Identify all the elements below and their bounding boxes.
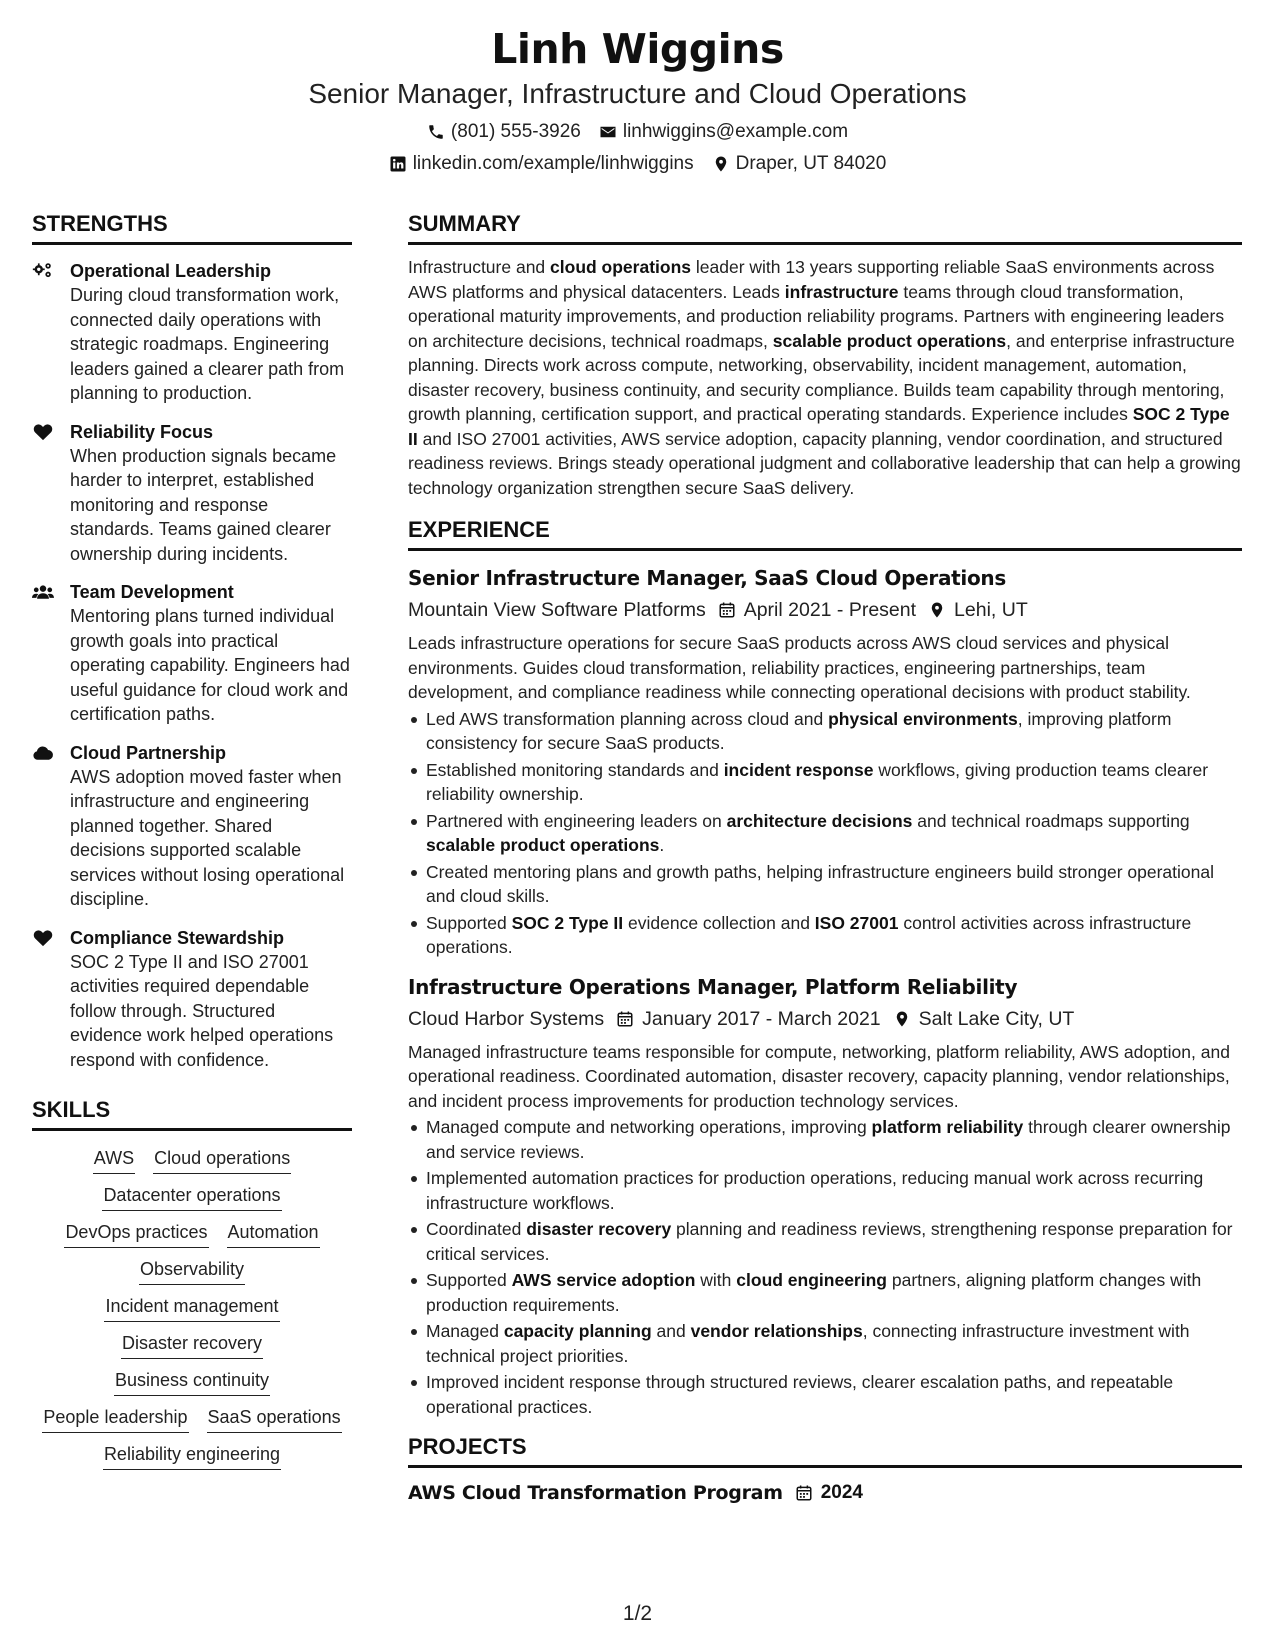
map-pin-icon <box>712 155 730 173</box>
job-meta <box>408 595 1242 625</box>
text-segment: Created mentoring plans and growth paths, helping infrastructure engineers build stronger operational and cloud skills. <box>426 861 1214 906</box>
summary-heading: SUMMARY <box>408 210 1242 245</box>
linkedin-text: linkedin.com/example/linhwiggins <box>412 153 694 174</box>
text-segment: Led AWS transformation planning across cloud and <box>426 708 829 729</box>
linkedin-contact[interactable] <box>389 148 694 180</box>
strength-title: Reliability Focus <box>70 421 214 442</box>
strength-item <box>32 420 352 567</box>
location-text: Draper, UT 84020 <box>735 153 887 174</box>
strength-item <box>32 741 352 912</box>
strength-item <box>32 259 352 406</box>
strength-title: Compliance Stewardship <box>70 927 285 948</box>
text-segment: Managed compute and networking operations, improving <box>426 1117 872 1137</box>
bullet-item <box>408 911 1242 960</box>
job-bullets <box>408 1115 1242 1419</box>
bullet-item <box>408 1268 1242 1317</box>
job-entry <box>408 563 1242 960</box>
text-segment: Established monitoring standards and <box>426 759 724 780</box>
text-segment: evidence collection and <box>623 912 815 933</box>
envelope-icon <box>599 123 617 141</box>
skill-tag: Business continuity <box>114 1367 270 1396</box>
skill-tag: AWS <box>93 1145 135 1174</box>
email-text: linhwiggins@example.com <box>622 121 849 142</box>
calendar-icon <box>795 1484 813 1502</box>
bold-keyword: platform reliability <box>871 1117 1024 1137</box>
text-segment: workflows, giving production teams clearer reliability ownership. <box>426 759 1209 804</box>
strength-item <box>32 580 352 727</box>
gears-icon <box>32 259 70 406</box>
text-segment: Improved incident response through structured reviews, clearer escalation paths, and repeatable operational practices. <box>426 1372 1174 1417</box>
text-segment: . <box>659 835 665 855</box>
bullet-item <box>408 1166 1242 1215</box>
strength-title: Operational Leadership <box>70 261 272 281</box>
bold-keyword: scalable product operations <box>426 835 660 855</box>
text-segment: control activities across infrastructure operations. <box>426 912 1192 957</box>
text-segment: Supported <box>426 1270 512 1290</box>
heart-icon <box>32 926 70 1073</box>
strength-text: During cloud transformation work, connected daily operations with strategic roadmaps. Engineering leaders gained a clearer path from planning to production. <box>70 285 345 403</box>
phone-icon <box>427 123 445 141</box>
bullet-item <box>408 758 1242 807</box>
users-icon <box>32 580 70 727</box>
bullet-item <box>408 1370 1242 1419</box>
text-segment: Implemented automation practices for production operations, reducing manual work across recurring infrastructure workflows. <box>426 1168 1204 1213</box>
strength-text: When production signals became harder to interpret, established monitoring and response standards. Teams gained clearer ownership during incidents. <box>70 445 337 564</box>
job-title: Senior Infrastructure Manager, SaaS Cloud Operations <box>408 566 1006 590</box>
bold-keyword: cloud engineering <box>736 1270 887 1290</box>
bold-keyword: vendor relationships <box>690 1321 863 1341</box>
map-pin-icon <box>893 1010 911 1028</box>
map-pin-icon <box>928 601 946 619</box>
skill-tag: DevOps practices <box>64 1219 208 1248</box>
skill-tag: People leadership <box>42 1404 188 1433</box>
strength-text: SOC 2 Type II and ISO 27001 activities required dependable follow through. Structured evidence work helped operations respond with confidence. <box>70 951 334 1070</box>
text-segment: and technical roadmaps supporting <box>912 810 1190 831</box>
skill-tag: Datacenter operations <box>102 1182 281 1211</box>
job-bullets <box>408 707 1242 960</box>
heart-icon <box>32 420 70 567</box>
job-entry <box>408 972 1242 1420</box>
phone-contact[interactable] <box>427 116 581 148</box>
text-segment: Supported <box>426 912 512 933</box>
calendar-icon <box>718 601 736 619</box>
strength-text: AWS adoption moved faster when infrastructure and engineering planned together. Shared decisions supported scalable services without losing operational discipline. <box>70 766 345 909</box>
summary-text <box>408 255 1242 500</box>
strength-title: Cloud Partnership <box>70 742 227 763</box>
text-segment: Infrastructure and <box>408 257 551 277</box>
skills-heading: SKILLS <box>32 1096 352 1131</box>
text-segment: Managed <box>426 1321 504 1341</box>
bullet-item <box>408 1319 1242 1368</box>
text-segment: leader with 13 years supporting reliable SaaS environments across AWS platforms and physical datacenters. Leads <box>408 257 1215 302</box>
email-contact[interactable] <box>599 116 848 148</box>
strength-title: Team Development <box>70 582 234 602</box>
bold-keyword: cloud operations <box>550 257 692 277</box>
text-segment: and <box>651 1321 691 1341</box>
company-name: Cloud Harbor Systems <box>408 1007 605 1030</box>
job-description: Leads infrastructure operations for secure SaaS products across AWS cloud services and physical environments. Guides cloud transformation, reliability practices, engineering partnerships, team development, and compliance readiness while connecting operational decisions with product stability. <box>408 633 1191 702</box>
candidate-name: Linh Wiggins <box>491 25 784 73</box>
job-meta <box>408 1004 1242 1034</box>
skill-tag: Incident management <box>104 1293 279 1322</box>
text-segment: Coordinated <box>426 1219 527 1239</box>
bold-keyword: ISO 27001 <box>814 912 899 933</box>
bullet-item <box>408 707 1242 756</box>
bold-keyword: SOC 2 Type II <box>408 404 1230 449</box>
job-title: Infrastructure Operations Manager, Platform Reliability <box>408 974 1018 999</box>
location-contact <box>712 148 887 180</box>
job-location: Lehi, UT <box>954 599 1028 621</box>
strengths-heading: STRENGTHS <box>32 210 352 245</box>
skill-tag: SaaS operations <box>207 1404 342 1433</box>
skill-tag: Disaster recovery <box>121 1330 263 1359</box>
right-column <box>408 210 1242 1508</box>
project-entry <box>408 1478 1242 1508</box>
job-description: Managed infrastructure teams responsible for compute, networking, platform reliability, AWS adoption, and operational readiness. Coordinated automation, disaster recovery, capacity planning, vendor relationships, and incident process improvements for production technology services. <box>408 1041 1230 1111</box>
text-segment: teams through cloud transformation, operational maturity improvements, and production reliability programs. Partners with engineering leaders on architecture decisions, technical roadmaps, <box>408 281 1225 351</box>
text-segment: , improving platform consistency for secure SaaS products. <box>426 708 1172 753</box>
bold-keyword: SOC 2 Type II <box>511 912 624 933</box>
job-location: Salt Lake City, UT <box>918 1007 1075 1030</box>
project-name: AWS Cloud Transformation Program <box>408 1482 783 1504</box>
calendar-icon <box>616 1010 634 1028</box>
strength-item <box>32 926 352 1073</box>
bold-keyword: architecture decisions <box>726 810 913 831</box>
text-segment: through clearer ownership and service reviews. <box>426 1117 1231 1162</box>
text-segment: , and enterprise infrastructure planning. Directs work across compute, networking, observability, incident management, automation, disaster recovery, business continuity, and security compliance. Builds team capability through mentoring, growth planning, certification support, and practical operating standards. Experience includes <box>408 330 1235 424</box>
bold-keyword: AWS service adoption <box>511 1270 696 1290</box>
contact-row-1 <box>0 116 1275 148</box>
bullet-item <box>408 1217 1242 1266</box>
project-year: 2024 <box>820 1482 863 1503</box>
phone-text: (801) 555-3926 <box>450 121 581 142</box>
text-segment: partners, aligning platform changes with production requirements. <box>426 1270 1202 1315</box>
skill-tag: Reliability engineering <box>103 1441 281 1470</box>
bullet-item <box>408 1115 1242 1164</box>
bold-keyword: scalable product operations <box>772 330 1007 351</box>
job-dates: January 2017 - March 2021 <box>642 1007 881 1030</box>
text-segment: and ISO 27001 activities, AWS service adoption, capacity planning, vendor coordination, and structured readiness reviews. Brings steady operational judgment and collaborative leadership that can help a growing technology organization strengthen secure SaaS delivery. <box>408 428 1241 498</box>
bold-keyword: disaster recovery <box>526 1219 672 1239</box>
strength-text: Mentoring plans turned individual growth goals into practical operating capability. Engineers had useful guidance for cloud work and certification paths. <box>70 606 350 724</box>
text-segment: , connecting infrastructure investment with technical project priorities. <box>426 1321 1190 1366</box>
skills-list <box>32 1145 352 1470</box>
resume-header <box>0 22 1275 180</box>
candidate-title: Senior Manager, Infrastructure and Cloud Operations <box>308 78 967 109</box>
page-number: 1/2 <box>622 1602 653 1625</box>
linkedin-icon <box>389 155 407 173</box>
left-column <box>32 210 352 1470</box>
experience-heading: EXPERIENCE <box>408 516 1242 551</box>
bold-keyword: capacity planning <box>503 1321 652 1341</box>
skill-tag: Cloud operations <box>153 1145 291 1174</box>
bullet-item <box>408 809 1242 858</box>
contact-row-2 <box>0 148 1275 180</box>
bold-keyword: infrastructure <box>784 281 899 302</box>
text-segment: planning and readiness reviews, strengthening response preparation for critical services. <box>426 1219 1233 1264</box>
skill-tag: Automation <box>227 1219 320 1248</box>
bold-keyword: incident response <box>723 759 874 780</box>
text-segment: with <box>695 1270 737 1290</box>
company-name: Mountain View Software Platforms <box>408 599 706 621</box>
skill-tag: Observability <box>139 1256 245 1285</box>
bullet-item <box>408 860 1242 909</box>
cloud-icon <box>32 741 70 912</box>
bold-keyword: physical environments <box>828 708 1018 729</box>
text-segment: Partnered with engineering leaders on <box>426 810 727 831</box>
job-dates: April 2021 - Present <box>743 599 917 621</box>
projects-heading: PROJECTS <box>408 1433 1242 1468</box>
